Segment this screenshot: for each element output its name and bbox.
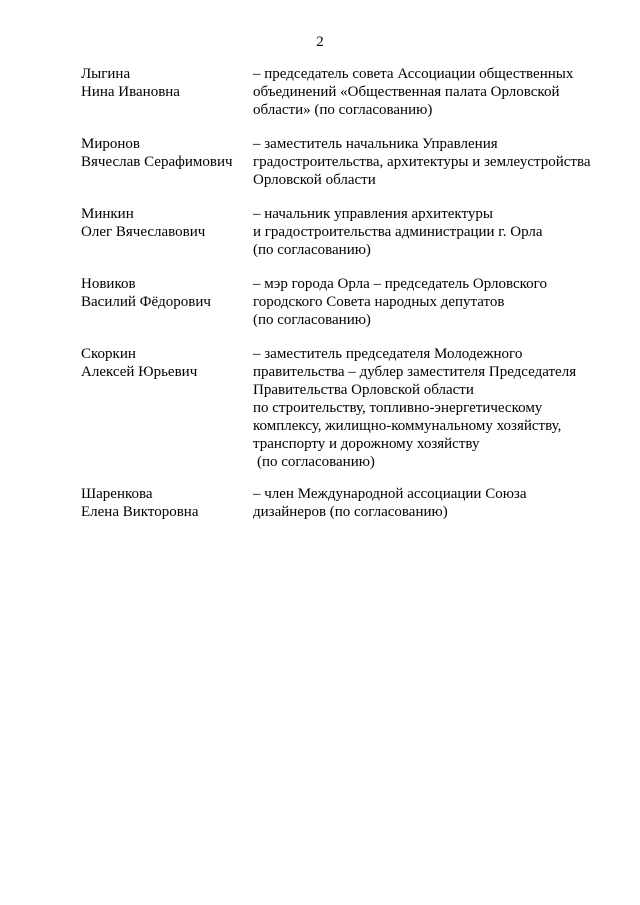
member-given-names: Олег Вячеславович [81, 224, 206, 240]
position-line: Орловской области [253, 172, 376, 188]
member-name [81, 275, 251, 311]
member-name [81, 345, 251, 381]
member-position [253, 135, 623, 189]
member-given-names: Елена Викторовна [81, 504, 199, 520]
member-position [253, 205, 623, 259]
member-name [81, 65, 251, 101]
member-given-names: Василий Фёдорович [81, 294, 211, 310]
member-given-names: Вячеслав Серафимович [81, 154, 233, 170]
position-line: – заместитель председателя Молодежного [253, 346, 523, 362]
page-number: 2 [316, 34, 324, 50]
member-surname: Лыгина [81, 66, 131, 82]
position-line: правительства – дублер заместителя Председателя [253, 364, 577, 380]
position-line: дизайнеров (по согласованию) [253, 504, 448, 520]
member-surname: Скоркин [81, 346, 136, 362]
member-position [253, 65, 623, 119]
position-line: комплексу, жилищно-коммунальному хозяйству, [253, 418, 562, 434]
position-line: и градостроительства администрации г. Орла [253, 224, 543, 240]
position-line: (по согласованию) [257, 454, 375, 470]
member-name [81, 135, 251, 171]
member-position [253, 485, 623, 521]
position-line: (по согласованию) [253, 242, 371, 258]
member-given-names: Алексей Юрьевич [81, 364, 198, 380]
member-surname: Новиков [81, 276, 136, 292]
member-name [81, 205, 251, 241]
position-line: – мэр города Орла – председатель Орловского [253, 276, 547, 292]
position-line: городского Совета народных депутатов [253, 294, 505, 310]
position-line: объединений «Общественная палата Орловской [253, 84, 560, 100]
position-line: транспорту и дорожному хозяйству [253, 436, 480, 452]
member-surname: Шаренкова [81, 486, 153, 502]
position-line: Правительства Орловской области [253, 382, 474, 398]
position-line: области» (по согласованию) [253, 102, 433, 118]
member-surname: Минкин [81, 206, 134, 222]
member-position [253, 345, 623, 471]
member-position [253, 275, 623, 329]
position-line: (по согласованию) [253, 312, 371, 328]
position-line: по строительству, топливно-энергетическому [253, 400, 543, 416]
position-line: – заместитель начальника Управления [253, 136, 498, 152]
position-line: – председатель совета Ассоциации общественных [253, 66, 574, 82]
member-name [81, 485, 251, 521]
member-given-names: Нина Ивановна [81, 84, 180, 100]
position-line: – член Международной ассоциации Союза [253, 486, 527, 502]
position-line: градостроительства, архитектуры и землеустройства [253, 154, 591, 170]
member-surname: Миронов [81, 136, 140, 152]
position-line: – начальник управления архитектуры [253, 206, 493, 222]
